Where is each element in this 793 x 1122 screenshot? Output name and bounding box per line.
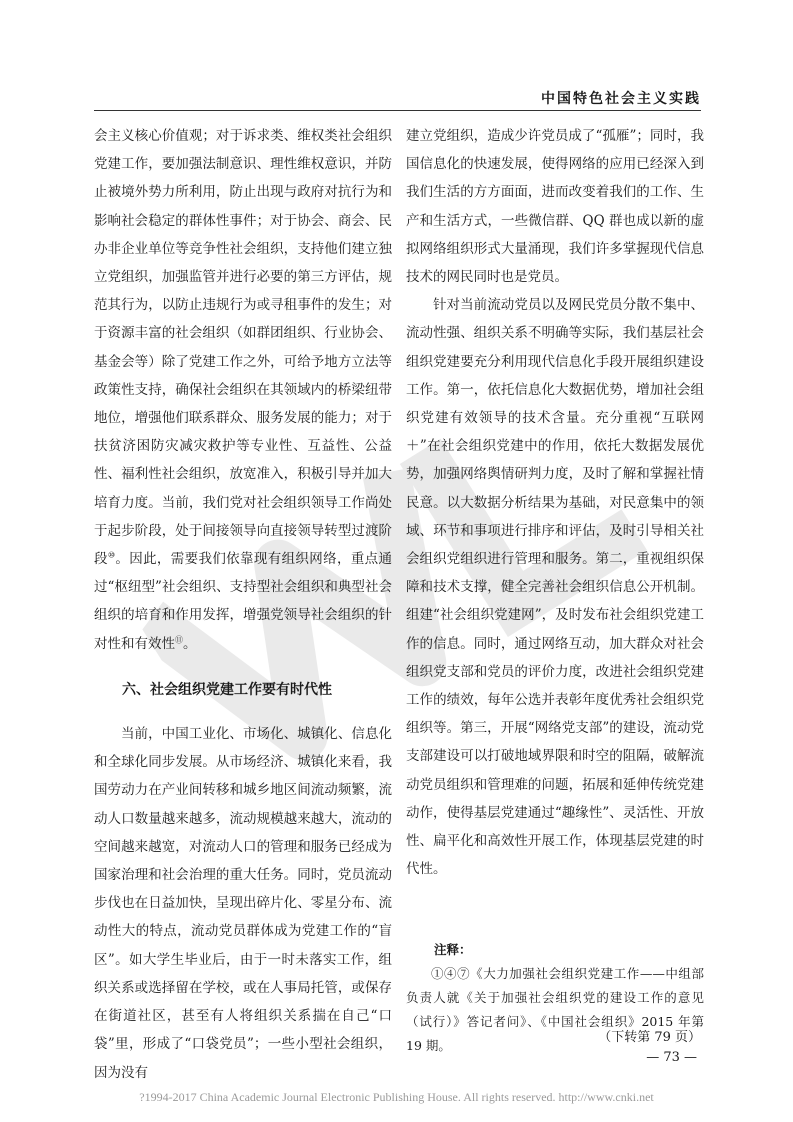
right-column xyxy=(406,122,704,883)
footnote-ref: ⑪ xyxy=(175,635,183,645)
paragraph-text: 会主义核心价值观；对于诉求类、维权类社会组织党建工作，要加强法制意识、理性维权意识，并防止被境外势力所利用，防止出现与政府对抗行为和影响社会稳定的群体性事件；对于协会、商会、民办非企业单位等竞争性社会组织，支持他们建立独立党组织，加强监管并进行必要的第三方评估，规范其行为，以防止违规行为或寻租事件的发生；对于资源丰富的社会组织（如群团组织、行业协会、基金会等）除了党建工作之外，可给予地方立法等政策性支持，确保社会组织在其领域内的桥梁纽带地位，增强他们联系群众、服务发展的能力；对于扶贫济困防灾减灾救护等专业性、互益性、公益性、福利性社会组织，放宽准入，积极引导并加大培育力度。当前，我们党对社会组织领导工作尚处于起步阶段，处于间接领导向直接领导转型过渡阶段 xyxy=(94,128,392,568)
continued-note: （下转第 79 页） xyxy=(598,1030,701,1045)
notes-body: ①④⑦《大力加强社会组织党建工作——中组部负责人就《关于加强社会组织党的建设工作的意见（试行）》答记者问》、《中国社会组织》2015 年第 19 期。 xyxy=(406,966,704,1053)
body-paragraph: 建立党组织，造成少许党员成了“孤雁”；同时，我国信息化的快速发展，使得网络的应用已经深入到我们生活的方方面面，进而改变着我们的工作、生产和生活方式，一些微信群、QQ 群也成以新的虚拟网络组织形式大量涌现，我们许多掌握现代信息技术的网民同时也是党员。 xyxy=(406,128,704,286)
notes-label: 注释： xyxy=(434,942,472,957)
copyright-footer: ?1994-2017 China Academic Journal Electronic Publishing House. All rights reserved. http://www.cnki.net xyxy=(139,1090,654,1104)
body-paragraph: 针对当前流动党员以及网民党员分散不集中、流动性强、组织关系不明确等实际，我们基层社会组织党建要充分利用现代信息化手段开展组织建设工作。第一，依托信息化大数据优势，增加社会组织党建有效领导的技术含量。充分重视“互联网＋”在社会组织党建中的作用，依托大数据发展优势，加强网络舆情研判力度，及时了解和掌握社情民意。以大数据分析结果为基础，对民意集中的领域、环节和事项进行排序和评估，及时引导相关社会组织党组织进行管理和服务。第二，重视组织保障和技术支撑，健全完善社会组织信息公开机制。组建“社会组织党建网”，及时发布社会组织党建工作的信息。同时，通过网络互动，加大群众对社会组织党支部和党员的评价力度，改进社会组织党建工作的绩效，每年公选并表彰年度优秀社会组织党组织等。第三，开展“网络党支部”的建设，流动党支部建设可以打破地域界限和时空的阻隔，破解流动党员组织和管理难的问题，拓展和延伸传统党建动作，使得基层党建通过“趣缘性”、灵活性、开放性、扁平化和高效性开展工作，体现基层党建的时代性。 xyxy=(406,297,704,878)
section-heading: 六、社会组织党建工作要有时代性 xyxy=(122,681,332,698)
body-paragraph: 当前，中国工业化、市场化、城镇化、信息化和全球化同步发展。从市场经济、城镇化来看，我国劳动力在产业间转移和城乡地区间流动频繁，流动人口数量越来越多，流动规模越来越大，流动的空间越来越宽，对流动人口的管理和服务已经成为国家治理和社会治理的重大任务。同时，党员流动步伐也在日益加快，呈现出碎片化、零星分布、流动性大的特点，流动党员群体成为党建工作的“盲区”。如大学生毕业后，由于一时未落实工作，组织关系或选择留在学校，或在人事局托管，或保存在街道社区，甚至有人将组织关系揣在自己“口袋”里，形成了“口袋党员”；一些小型社会组织，因为没有 xyxy=(94,726,392,1081)
page-number: — 73 — xyxy=(646,1050,697,1065)
footnote-ref: ⑩ xyxy=(107,550,116,560)
left-column xyxy=(94,122,392,1087)
running-header: 中国特色社会主义实践 xyxy=(541,91,701,107)
header-rule xyxy=(94,110,701,111)
paragraph-text: 。因此，需要我们依靠现有组织网络，重点通过“枢纽型”社会组织、支持型社会组织和典型社会组织的培育和作用发挥，增强党领导社会组织的针对性和有效性 xyxy=(94,551,393,652)
paragraph-text: 。 xyxy=(183,635,197,652)
body-paragraph xyxy=(94,122,392,658)
